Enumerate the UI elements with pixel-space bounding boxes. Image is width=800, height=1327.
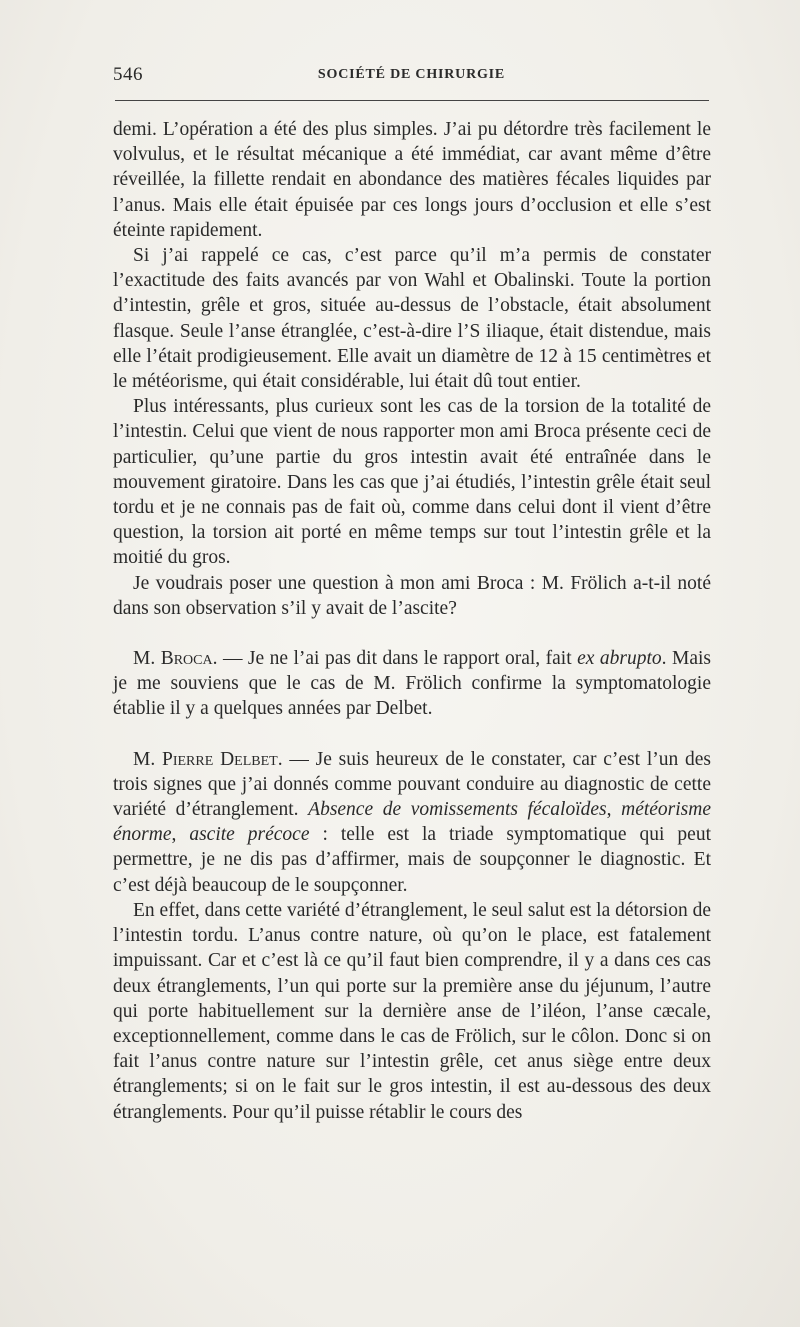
speaker-name-delbet: Pierre Delbet: [162, 748, 278, 770]
speaker-prefix: M.: [133, 748, 162, 770]
paragraph-question: Je voudrais poser une question à mon ami Broca : M. Frölich a-t-il noté dans son observation s’il y avait de l’ascite?: [113, 572, 711, 619]
delbet-italic-1: Absence de vomissements fécaloïdes: [308, 799, 607, 821]
page-body: [113, 117, 711, 1125]
delbet-text-b: : telle est la triade symptomatique qui peut permettre, je ne dis pas d’affirmer, mais de soupçonner le diagnostic. Et c’est déjà beaucoup de le soupçonner.: [113, 824, 711, 896]
delbet-italic-2: météorisme énorme: [113, 799, 712, 846]
header-rule: [115, 100, 709, 101]
speaker-prefix: M.: [133, 648, 161, 670]
broca-italic: ex abrupto: [577, 648, 662, 670]
delbet-text-a: . — Je suis heureux de le constater, car c’est l’un des trois signes que j’ai donnés comme pouvant conduire au diagnostic de cette variété d’étranglement.: [113, 748, 711, 821]
delbet-sep-1: ,: [606, 799, 622, 821]
paragraph-continued: demi. L’opération a été des plus simples. J’ai pu détordre très facilement le volvulus, et le résultat mécanique a été immédiat, car avant même d’être réveillée, la fillette rendait en abondance des matières fécales liquides par l’anus. Mais elle était épuisée par ces longs jours d’occlusion et elle s’est éteinte rapidement.: [113, 119, 711, 241]
running-title: SOCIÉTÉ DE CHIRURGIE: [317, 67, 506, 82]
paragraph-detorsion: En effet, dans cette variété d’étranglement, le seul salut est la détorsion de l’intestin tordu. L’anus contre nature, où qu’on le place, est fatalement impuissant. Car et c’est là ce qu’il faut bien comprendre, il y a dans ces cas deux étranglements, l’un qui porte sur la première anse du jéjunum, l’autre qui porte habituellement sur la dernière anse de l’iléon, l’anse cæcale, exceptionnellement, comme dans le cas de Frölich, sur le côlon. Donc si on fait l’anus contre nature sur l’intestin grêle, cet anus siège entre deux étranglements; si on le fait sur le gros intestin, il est au-dessous des deux étranglements. Pour qu’il puisse rétablir le cours des: [113, 899, 711, 1123]
paragraph-broca: [113, 646, 711, 722]
broca-text-b: . Mais je me souviens que le cas de M. Frölich confirme la symptomatologie établie il y a quelques années par Delbet.: [113, 648, 711, 720]
paragraph-torsion: Plus intéressants, plus curieux sont les cas de la torsion de la totalité de l’intestin. Celui que vient de nous rapporter mon ami Broca présente ceci de particulier, qu’une partie du gros intestin avait été entraînée dans le mouvement giratoire. Dans les cas que j’ai étudiés, l’intestin grêle était seul tordu et je ne connais pas de fait où, comme dans celui dont il vient d’être question, la torsion ait porté en même temps sur tout l’intestin grêle et la moitié du gros.: [113, 396, 711, 569]
broca-text-a: . — Je ne l’ai pas dit dans le rapport oral, fait: [212, 648, 578, 670]
page-number: 546: [113, 64, 143, 85]
paragraph-delbet: [113, 747, 711, 898]
delbet-italic-3: ascite précoce: [189, 824, 310, 846]
speaker-name-broca: Broca: [160, 648, 213, 670]
page-header: [113, 64, 710, 88]
delbet-sep-2: ,: [171, 824, 190, 846]
paragraph-rappel: Si j’ai rappelé ce cas, c’est parce qu’il m’a permis de constater l’exactitude des faits avancés par von Wahl et Obalinski. Toute la portion d’intestin, grêle et gros, située au-dessus de l’obstacle, était absolument flasque. Seule l’anse étranglée, c’est-à-dire l’S iliaque, était distendue, mais elle l’était prodigieusement. Elle avait un diamètre de 12 à 15 centimètres et le météorisme, qui était considérable, lui était dû tout entier.: [113, 245, 711, 393]
